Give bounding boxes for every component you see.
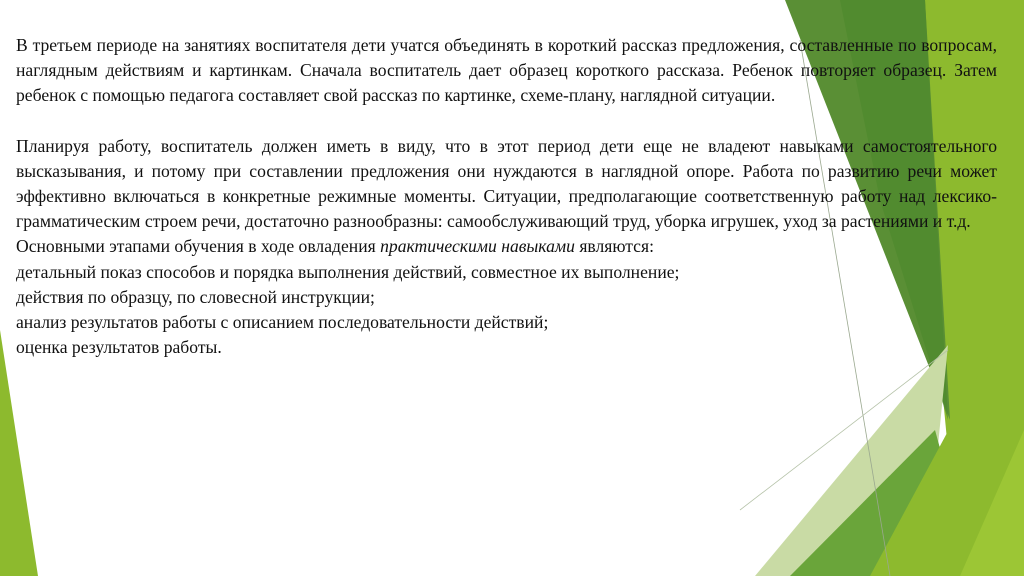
intro-text-end: являются:: [574, 236, 654, 257]
paragraph-1: В третьем периоде на занятиях воспитателя дети учатся объединять в короткий рассказ предложения, составленные по вопросам, наглядным действиям и картинкам. Сначала воспитатель дает образец короткого рассказа. Ребенок повторяет образец. Затем ребенок с помощью педагога составляет свой рассказ по картинке, схеме-плану, наглядной ситуации.: [16, 35, 997, 106]
stage-item: детальный показ способов и порядка выполнения действий, совместное их выполнение;: [16, 261, 680, 282]
intro-italic: практическими навыками: [380, 236, 575, 257]
slide-body: [16, 33, 997, 360]
stage-item: анализ результатов работы с описанием последовательности действий;: [16, 312, 549, 333]
stage-item: оценка результатов работы.: [16, 337, 222, 358]
intro-text: Основными этапами обучения в ходе овладения: [16, 236, 381, 257]
left-green-wedge: [0, 330, 38, 576]
stages-intro: [16, 234, 997, 259]
stage-item: действия по образцу, по словесной инструкции;: [16, 286, 375, 307]
paragraph-2: Планируя работу, воспитатель должен иметь в виду, что в этот период дети еще не владеют навыками самостоятельного высказывания, и потому при составлении предложения они нуждаются в наглядной опоре. Работа по развитию речи может эффективно включаться в конкретные режимные моменты. Ситуации, предполагающие соответственную работу над лексико-грамматическим строем речи, достаточно разнообразны: самообслуживающий труд, уборка игрушек, уход за растениями и т.д.: [16, 135, 997, 232]
